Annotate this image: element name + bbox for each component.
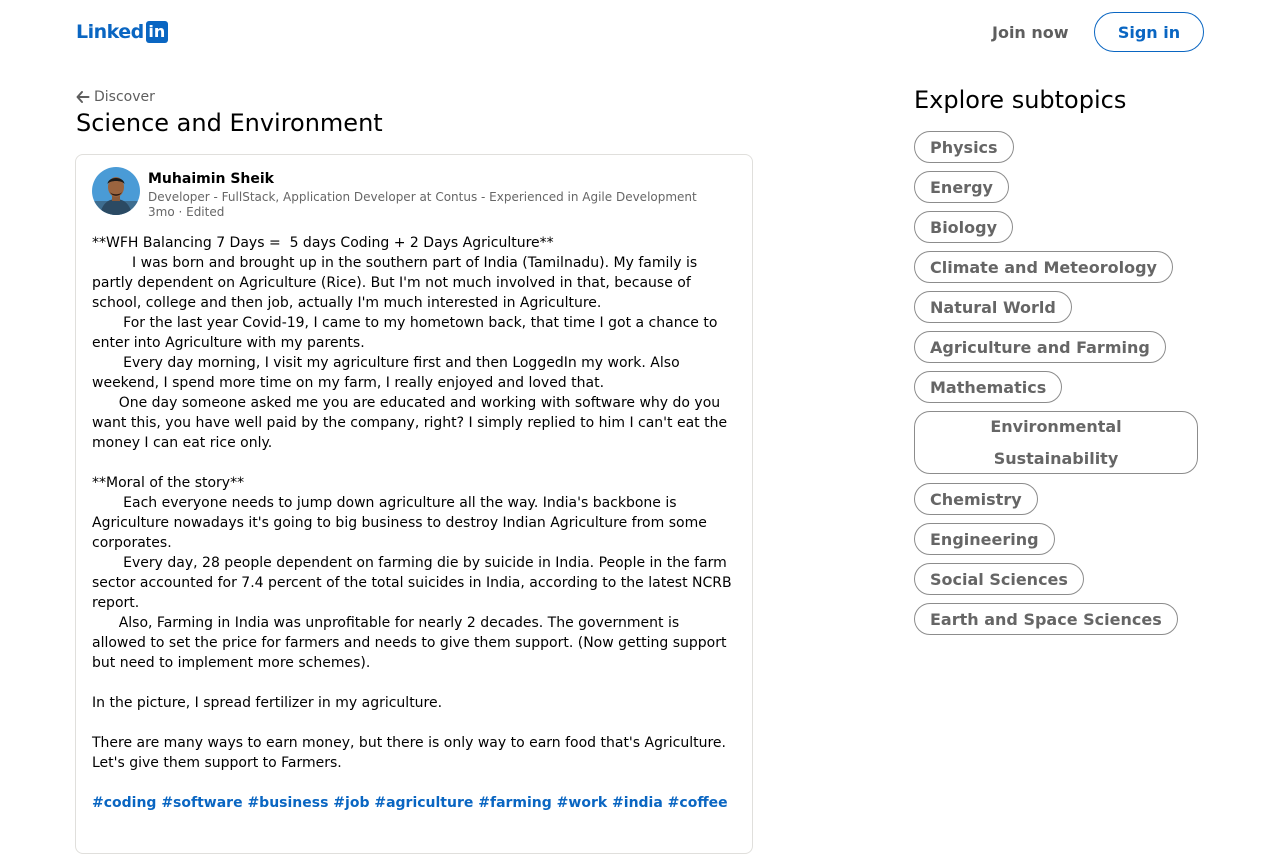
subtopic-pill-energy[interactable]: Energy [914, 171, 1009, 203]
post-timestamp: 3mo · Edited [148, 205, 225, 219]
post-line: Agriculture nowadays it's going to big business to destroy Indian Agriculture from some [92, 515, 707, 531]
post-line: school, college and then job, actually I'm much interested in Agriculture. [92, 295, 602, 311]
back-to-discover-link[interactable] [76, 88, 155, 106]
back-link-label: Discover [94, 89, 155, 105]
subtopic-pill-mathematics[interactable]: Mathematics [914, 371, 1062, 403]
post-line: corporates. [92, 535, 172, 551]
post-line: partly dependent on Agriculture (Rice). But I'm not much involved in that, because of [92, 275, 691, 291]
post-line: report. [92, 595, 140, 611]
subtopic-pill-agriculture-and-farming[interactable]: Agriculture and Farming [914, 331, 1166, 363]
post-line: For the last year Covid-19, I came to my hometown back, that time I got a chance to [92, 315, 718, 331]
post-line [92, 713, 738, 733]
author-name[interactable]: Muhaimin Sheik [148, 171, 274, 187]
arrow-left-icon [76, 90, 90, 104]
post-line: sector accounted for 7.4 percent of the total suicides in India, according to the latest NCRB [92, 575, 732, 591]
post-hashtags[interactable]: #coding #software #business #job #agriculture #farming #work #india #coffee [92, 795, 728, 811]
post-text [92, 233, 738, 813]
post-line: weekend, I spend more time on my farm, I really enjoyed and loved that. [92, 375, 605, 391]
subtopic-pill-engineering[interactable]: Engineering [914, 523, 1055, 555]
post-line: One day someone asked me you are educated and working with software why do you [92, 395, 721, 411]
author-headline: Developer - FullStack, Application Developer at Contus - Experienced in Agile Development [148, 190, 697, 204]
post-line: Each everyone needs to jump down agriculture all the way. India's backbone is [92, 495, 677, 511]
subtopic-pill-chemistry[interactable]: Chemistry [914, 483, 1038, 515]
page-title: Science and Environment [76, 109, 383, 137]
logo-wordmark: Linked [76, 21, 144, 43]
post-line: Every day, 28 people dependent on farming die by suicide in India. People in the farm [92, 555, 727, 571]
post-line: I was born and brought up in the southern part of India (Tamilnadu). My family is [92, 255, 698, 271]
post-line: **WFH Balancing 7 Days = 5 days Coding + 2 Days Agriculture** [92, 235, 554, 251]
post-line: Also, Farming in India was unprofitable for nearly 2 decades. The government is [92, 615, 680, 631]
join-now-button[interactable]: Join now [972, 12, 1089, 52]
subtopic-pill-physics[interactable]: Physics [914, 131, 1014, 163]
post-line [92, 673, 738, 693]
post-line: enter into Agriculture with my parents. [92, 335, 365, 351]
top-navigation-bar [0, 0, 1280, 64]
linkedin-logo[interactable] [76, 21, 168, 43]
avatar-photo-icon [92, 167, 140, 215]
post-line: Let's give them support to Farmers. [92, 755, 342, 771]
post-line: allowed to set the price for farmers and needs to give them support. (Now getting support [92, 635, 727, 651]
subtopic-pill-biology[interactable]: Biology [914, 211, 1013, 243]
post-line: In the picture, I spread fertilizer in my agriculture. [92, 695, 443, 711]
post-line: Every day morning, I visit my agriculture first and then LoggedIn my work. Also [92, 355, 680, 371]
post-line [92, 453, 738, 473]
author-avatar[interactable] [92, 167, 140, 215]
post-line: want this, you have well paid by the company, right? I simply replied to him I can't eat the [92, 415, 728, 431]
subtopic-pill-climate-and-meteorology[interactable]: Climate and Meteorology [914, 251, 1173, 283]
explore-subtopics-heading: Explore subtopics [914, 86, 1127, 114]
subtopic-pill-natural-world[interactable]: Natural World [914, 291, 1072, 323]
subtopic-pill-earth-and-space-sciences[interactable]: Earth and Space Sciences [914, 603, 1178, 635]
subtopic-pill-social-sciences[interactable]: Social Sciences [914, 563, 1084, 595]
sign-in-button[interactable]: Sign in [1094, 12, 1204, 52]
linkedin-logo-icon: in [146, 21, 168, 43]
post-line: There are many ways to earn money, but there is only way to earn food that's Agriculture. [92, 735, 726, 751]
subtopic-pill-environmental-sustainability[interactable]: Environmental Sustainability [914, 411, 1198, 474]
post-line: money I can eat rice only. [92, 435, 273, 451]
post-line: but need to implement more schemes). [92, 655, 371, 671]
post-line: **Moral of the story** [92, 475, 245, 491]
post-card [75, 154, 753, 854]
